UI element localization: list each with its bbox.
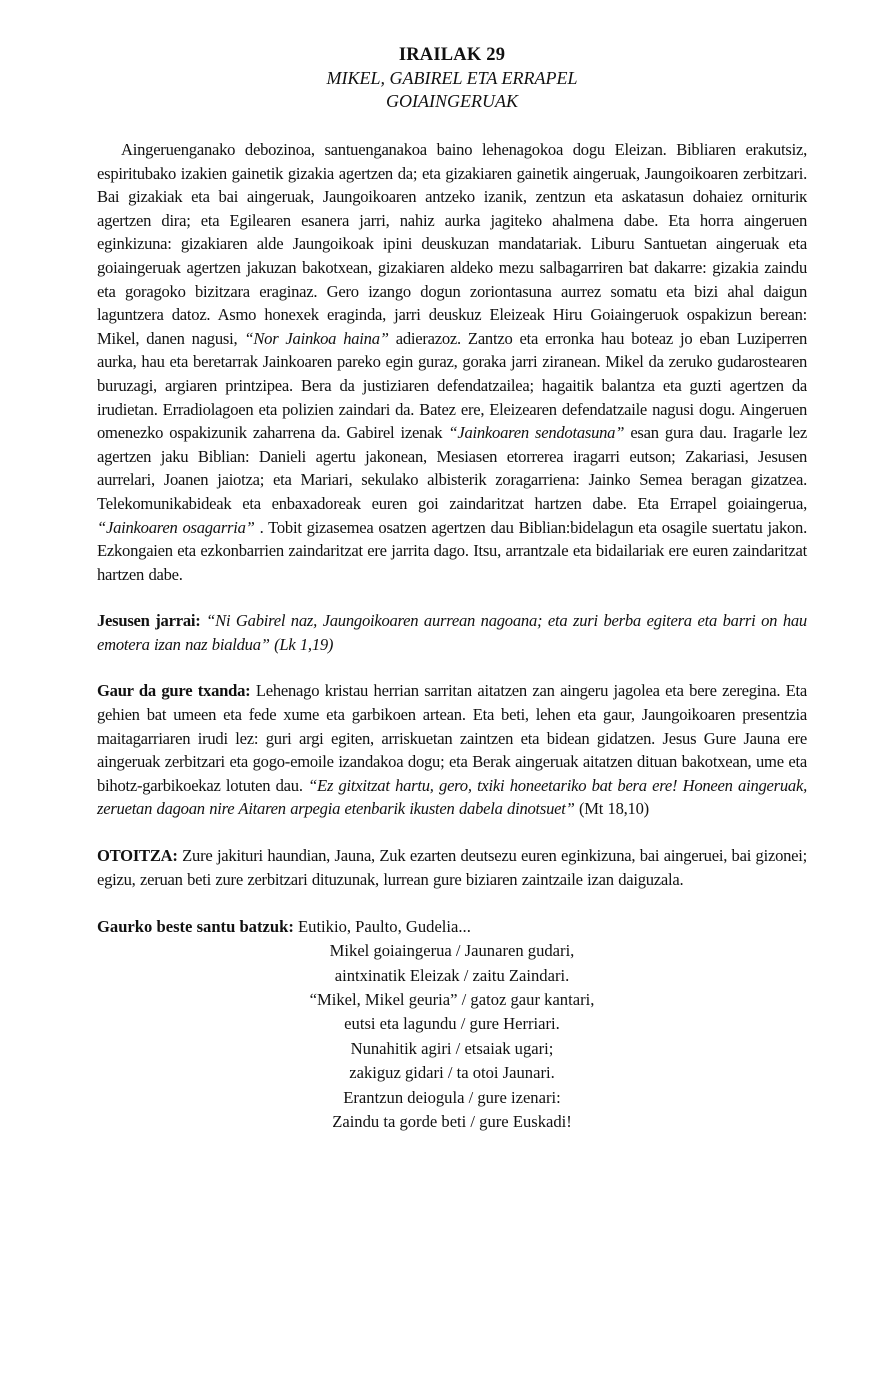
intro-quote-3: “Jainkoaren osagarria” [97, 517, 255, 537]
otoitza-section [97, 844, 807, 891]
intro-text-2: adierazoz. Zantzo eta erronka hau boteaz jo eban Luziperren aurka, hau eta beretarrak Jainkoaren pareko egin guraz, goraka jarri ziranean. Mikel da zeruko gudarostearen buruzagi, argiaren printzipea. Bera da justiziaren defendatzailea; hagaitik balantza eta guzti agertzen da irudietan. Erradiolagoen eta polizien zaindari da. Batez ere, Eleizearen defendatzaile nagusi dogu. Aingeruen omenezko ospakizunik zaharrena da. Gabirel izenak [97, 328, 808, 443]
other-saints-line [97, 915, 807, 939]
page-subtitle-line2: GOIAINGERUAK [386, 91, 518, 111]
section-label: Jesusen jarrai: [97, 611, 201, 631]
page-date-title: IRAILAK 29 [398, 45, 506, 65]
scripture-reference: (Mt 18,10) [574, 799, 649, 819]
poem-line: “Mikel, Mikel geuria” / gatoz gaur kantari, [309, 990, 595, 1010]
section-label: OTOITZA: [97, 846, 178, 866]
poem-line: Erantzun deiogula / gure izenari: [343, 1087, 561, 1107]
page-header [97, 44, 807, 113]
prayer-text: Zure jakituri haundian, Jauna, Zuk ezarten deutsezu euren eginkizuna, bai aingeruei, bai gizonei; egizu, zeruan beti zure zerbitzari dituzunak, lurrean gure biziaren zaintzaile izan daiguzala. [97, 846, 807, 889]
intro-text-4: . Tobit gizasemea osatzen agertzen dau Biblian:bidelagun eta osagile suertatu jakon. Ezkongaien eta ezkonbarrien zaindaritzat ere jarrita dago. Itsu, arrantzale eta bidailariak ere euren zaindaritzat hartzen dabe. [97, 517, 807, 584]
jesusen-jarrai-section [97, 609, 807, 656]
poem-line: Mikel goiaingerua / Jaunaren gudari, [329, 941, 575, 961]
gaur-da-gure-txanda-section [97, 679, 807, 821]
page-subtitle-line1: MIKEL, GABIREL ETA ERRAPEL [326, 68, 578, 88]
intro-quote-2: “Jainkoaren sendotasuna” [448, 423, 625, 443]
intro-quote-1: “Nor Jainkoa haina” [244, 328, 389, 348]
poem-line: Zaindu ta gorde beti / gure Euskadi! [332, 1112, 572, 1132]
gospel-quote: “Ni Gabirel naz, Jaungoikoaren aurrean nagoana; eta zuri berba egitera eta barri on hau emotera izan naz bialdua” (Lk 1,19) [97, 611, 807, 654]
section-label: Gaur da gure txanda: [97, 681, 251, 701]
poem-line: Nunahitik agiri / etsaiak ugari; [350, 1038, 554, 1058]
intro-text-3: esan gura dau. Iragarle lez agertzen jaku Biblian: Danieli agertu jakonean, Mesiasen etorrerea iragarri eutson; Zakariasi, Jesusen aurrelari, Joanen jaiotza; eta Mariari, sekulako albisterik zoragarriena: Jainko Semea beragan gizatzea. Telekomunikabideak eta enbaxadoreak euren goi zaindaritzat hartzen dabe. Eta Errapel goiaingerua, [97, 423, 807, 513]
section-text: Lehenago kristau herrian sarritan aitatzen zan aingeru jagolea eta bere zeregina. Eta gehien bat umeen eta fede xume eta garbikoen artean. Eta beti, lehen eta gaur, Jaungoikoaren presentzia maitagarriaren irudi lez: guri argi egiten, arriskuetan zaintzen eta bidean gidatzen. Jesus Gure Jauna ere aingeruak zerbitzari eta gogo-emoile izandakoa dogu; eta Berak aingeruak aitatzen dituan bakotxean, ume eta bihotz-garbikoekaz lotuten dau. [97, 681, 808, 795]
gospel-quote: “Ez gitxitzat hartu, gero, txiki honeetariko bat bera ere! Honeen aingeruak, zeruetan dagoan nire Aitaren arpegia etenbarik ikusten dabela dinotsuet” [97, 775, 807, 819]
document-page [97, 44, 807, 1134]
poem-line: zakiguz gidari / ta otoi Jaunari. [349, 1063, 555, 1083]
intro-paragraph [97, 138, 807, 586]
poem-line: aintxinatik Eleizak / zaitu Zaindari. [334, 965, 570, 985]
poem [97, 939, 807, 1134]
poem-line: eutsi eta lagundu / gure Herriari. [344, 1014, 560, 1034]
section-label: Gaurko beste santu batzuk: [97, 917, 294, 937]
intro-text-1: Aingeruenganako debozinoa, santuenganakoa baino lehenagokoa dogu Eleizan. Bibliaren erakutsiz, espiritubako izakien gainetik gizakia agertzen da; eta gizakiaren gainetik aingeruak, Jaungoikoaren zerbitzari. Bai gizakiak eta bai aingeruak, Jaungoikoaren antzeko izanik, zentzun eta askatasun dohaiez ornituriк agertzen dira; eta Egilearen esanera jarri, nahiz aurka jagiteko ahalmena dabe. Eta horra aingeruen eginkizuna: gizakiaren alde Jaungoikoak ipini deuskuzan mandatariak. Liburu Santuetan aingeruak eta goiaingeruak agertzen jakuzan bakotxean, gizakiaren aldeko mezu salbagarriren bat dakarre: gizakia zaindu eta goragoko bizitzara eraginaz. Gero izango dogun zoriontasuna aurrez somatu eta bizi ahal daigun laguntzera datoz. Asmo honexek eraginda, jarri deuskuz Eleizeak Hiru Goiaingeruok ospakizun berean: Mikel, danen nagusi, [97, 140, 807, 348]
saints-list: Eutikio, Paulto, Gudelia... [293, 917, 471, 937]
